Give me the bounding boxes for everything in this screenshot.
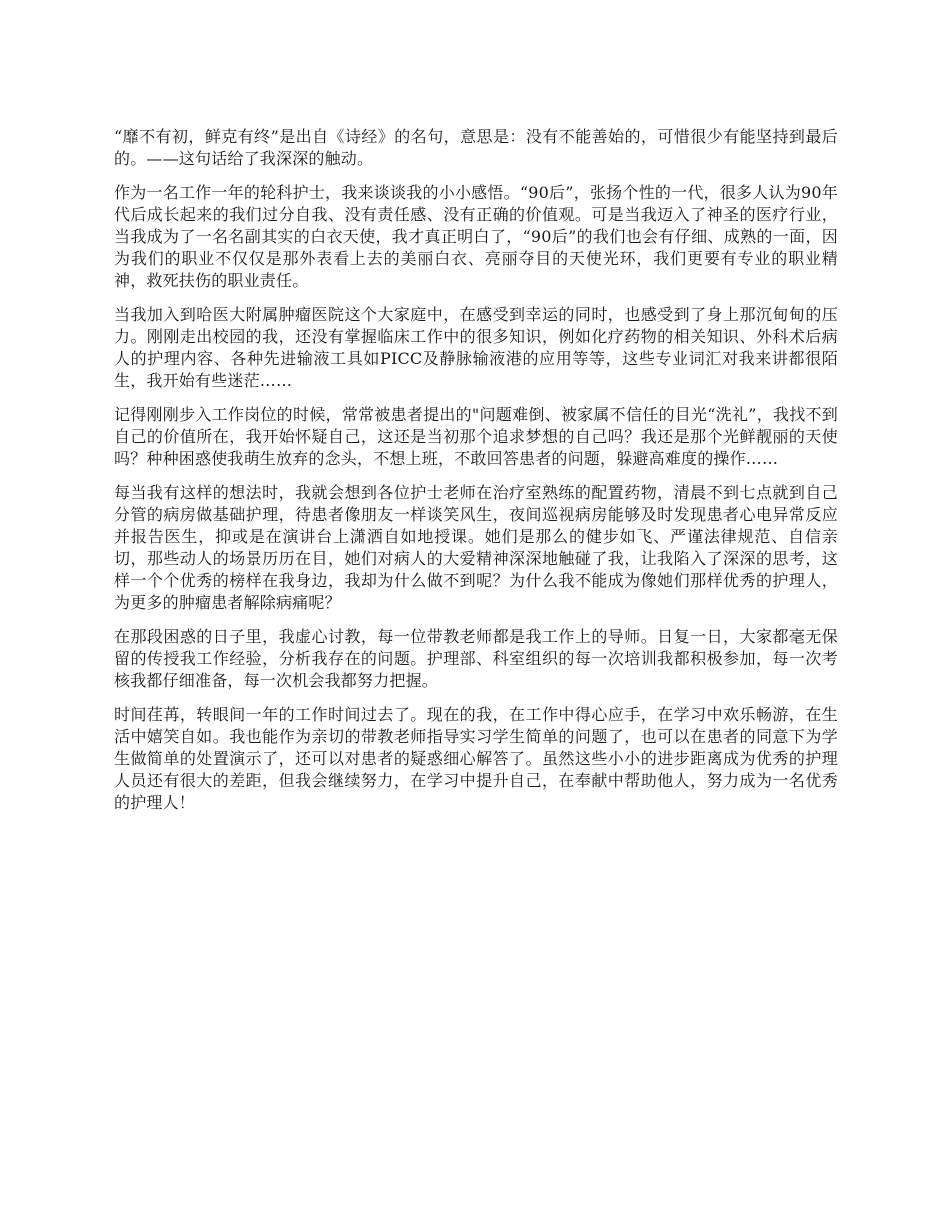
paragraph: 时间荏苒，转眼间一年的工作时间过去了。现在的我，在工作中得心应手，在学习中欢乐畅游，在生活中嬉笑自如。我也能作为亲切的带教老师指导实习学生简单的问题了，也可以在患者的同意下为学生做简单的处置演示了，还可以对患者的疑惑细心解答了。虽然这些小小的进步距离成为优秀的护理人员还有很大的差距，但我会继续努力，在学习中提升自己，在奉献中帮助他人，努力成为一名优秀的护理人！ xyxy=(114,705,838,812)
paragraph: 记得刚刚步入工作岗位的时候，常常被患者提出的"问题难倒、被家属不信任的目光“洗礼”，我找不到自己的价值所在，我开始怀疑自己，这还是当初那个追求梦想的自己吗？我还是那个光鲜靓丽的天使吗？种种困惑使我萌生放弃的念头，不想上班，不敢回答患者的问题，躲避高难度的操作…… xyxy=(114,405,838,468)
document-body xyxy=(114,126,838,826)
paragraph: 在那段困惑的日子里，我虚心讨教，每一位带教老师都是我工作上的导师。日复一日，大家都毫无保留的传授我工作经验，分析我存在的问题。护理部、科室组织的每一次培训我都积极参加，每一次考核我都仔细准备，每一次机会我都努力把握。 xyxy=(114,627,838,690)
paragraph: “靡不有初，鲜克有终”是出自《诗经》的名句，意思是：没有不能善始的，可惜很少有能坚持到最后的。——这句话给了我深深的触动。 xyxy=(114,127,838,168)
paragraph: 每当我有这样的想法时，我就会想到各位护士老师在治疗室熟练的配置药物，清晨不到七点就到自己分管的病房做基础护理，待患者像朋友一样谈笑风生，夜间巡视病房能够及时发现患者心电异常反应并报告医生，抑或是在演讲台上潇洒自如地授课。她们是那么的健步如飞、严谨法律规范、自信亲切，那些动人的场景历历在目，她们对病人的大爱精神深深地触碰了我，让我陷入了深深的思考，这样一个个优秀的榜样在我身边，我却为什么做不到呢？为什么我不能成为像她们那样优秀的护理人，为更多的肿瘤患者解除病痛呢？ xyxy=(114,483,838,612)
paragraph: 当我加入到哈医大附属肿瘤医院这个大家庭中，在感受到幸运的同时，也感受到了身上那沉甸甸的压力。刚刚走出校园的我，还没有掌握临床工作中的很多知识，例如化疗药物的相关知识、外科术后病人的护理内容、各种先进输液工具如PICC及静脉输液港的应用等等，这些专业词汇对我来讲都很陌生，我开始有些迷茫…… xyxy=(114,305,838,390)
paragraph: 作为一名工作一年的轮科护士，我来谈谈我的小小感悟。“90后”，张扬个性的一代，很多人认为90年代后成长起来的我们过分自我、没有责任感、没有正确的价值观。可是当我迈入了神圣的医疗行业，当我成为了一名名副其实的白衣天使，我才真正明白了，“90后”的我们也会有仔细、成熟的一面，因为我们的职业不仅仅是那外表看上去的美丽白衣、亮丽夺目的天使光环，我们更要有专业的职业精神，救死扶伤的职业责任。 xyxy=(114,183,838,290)
